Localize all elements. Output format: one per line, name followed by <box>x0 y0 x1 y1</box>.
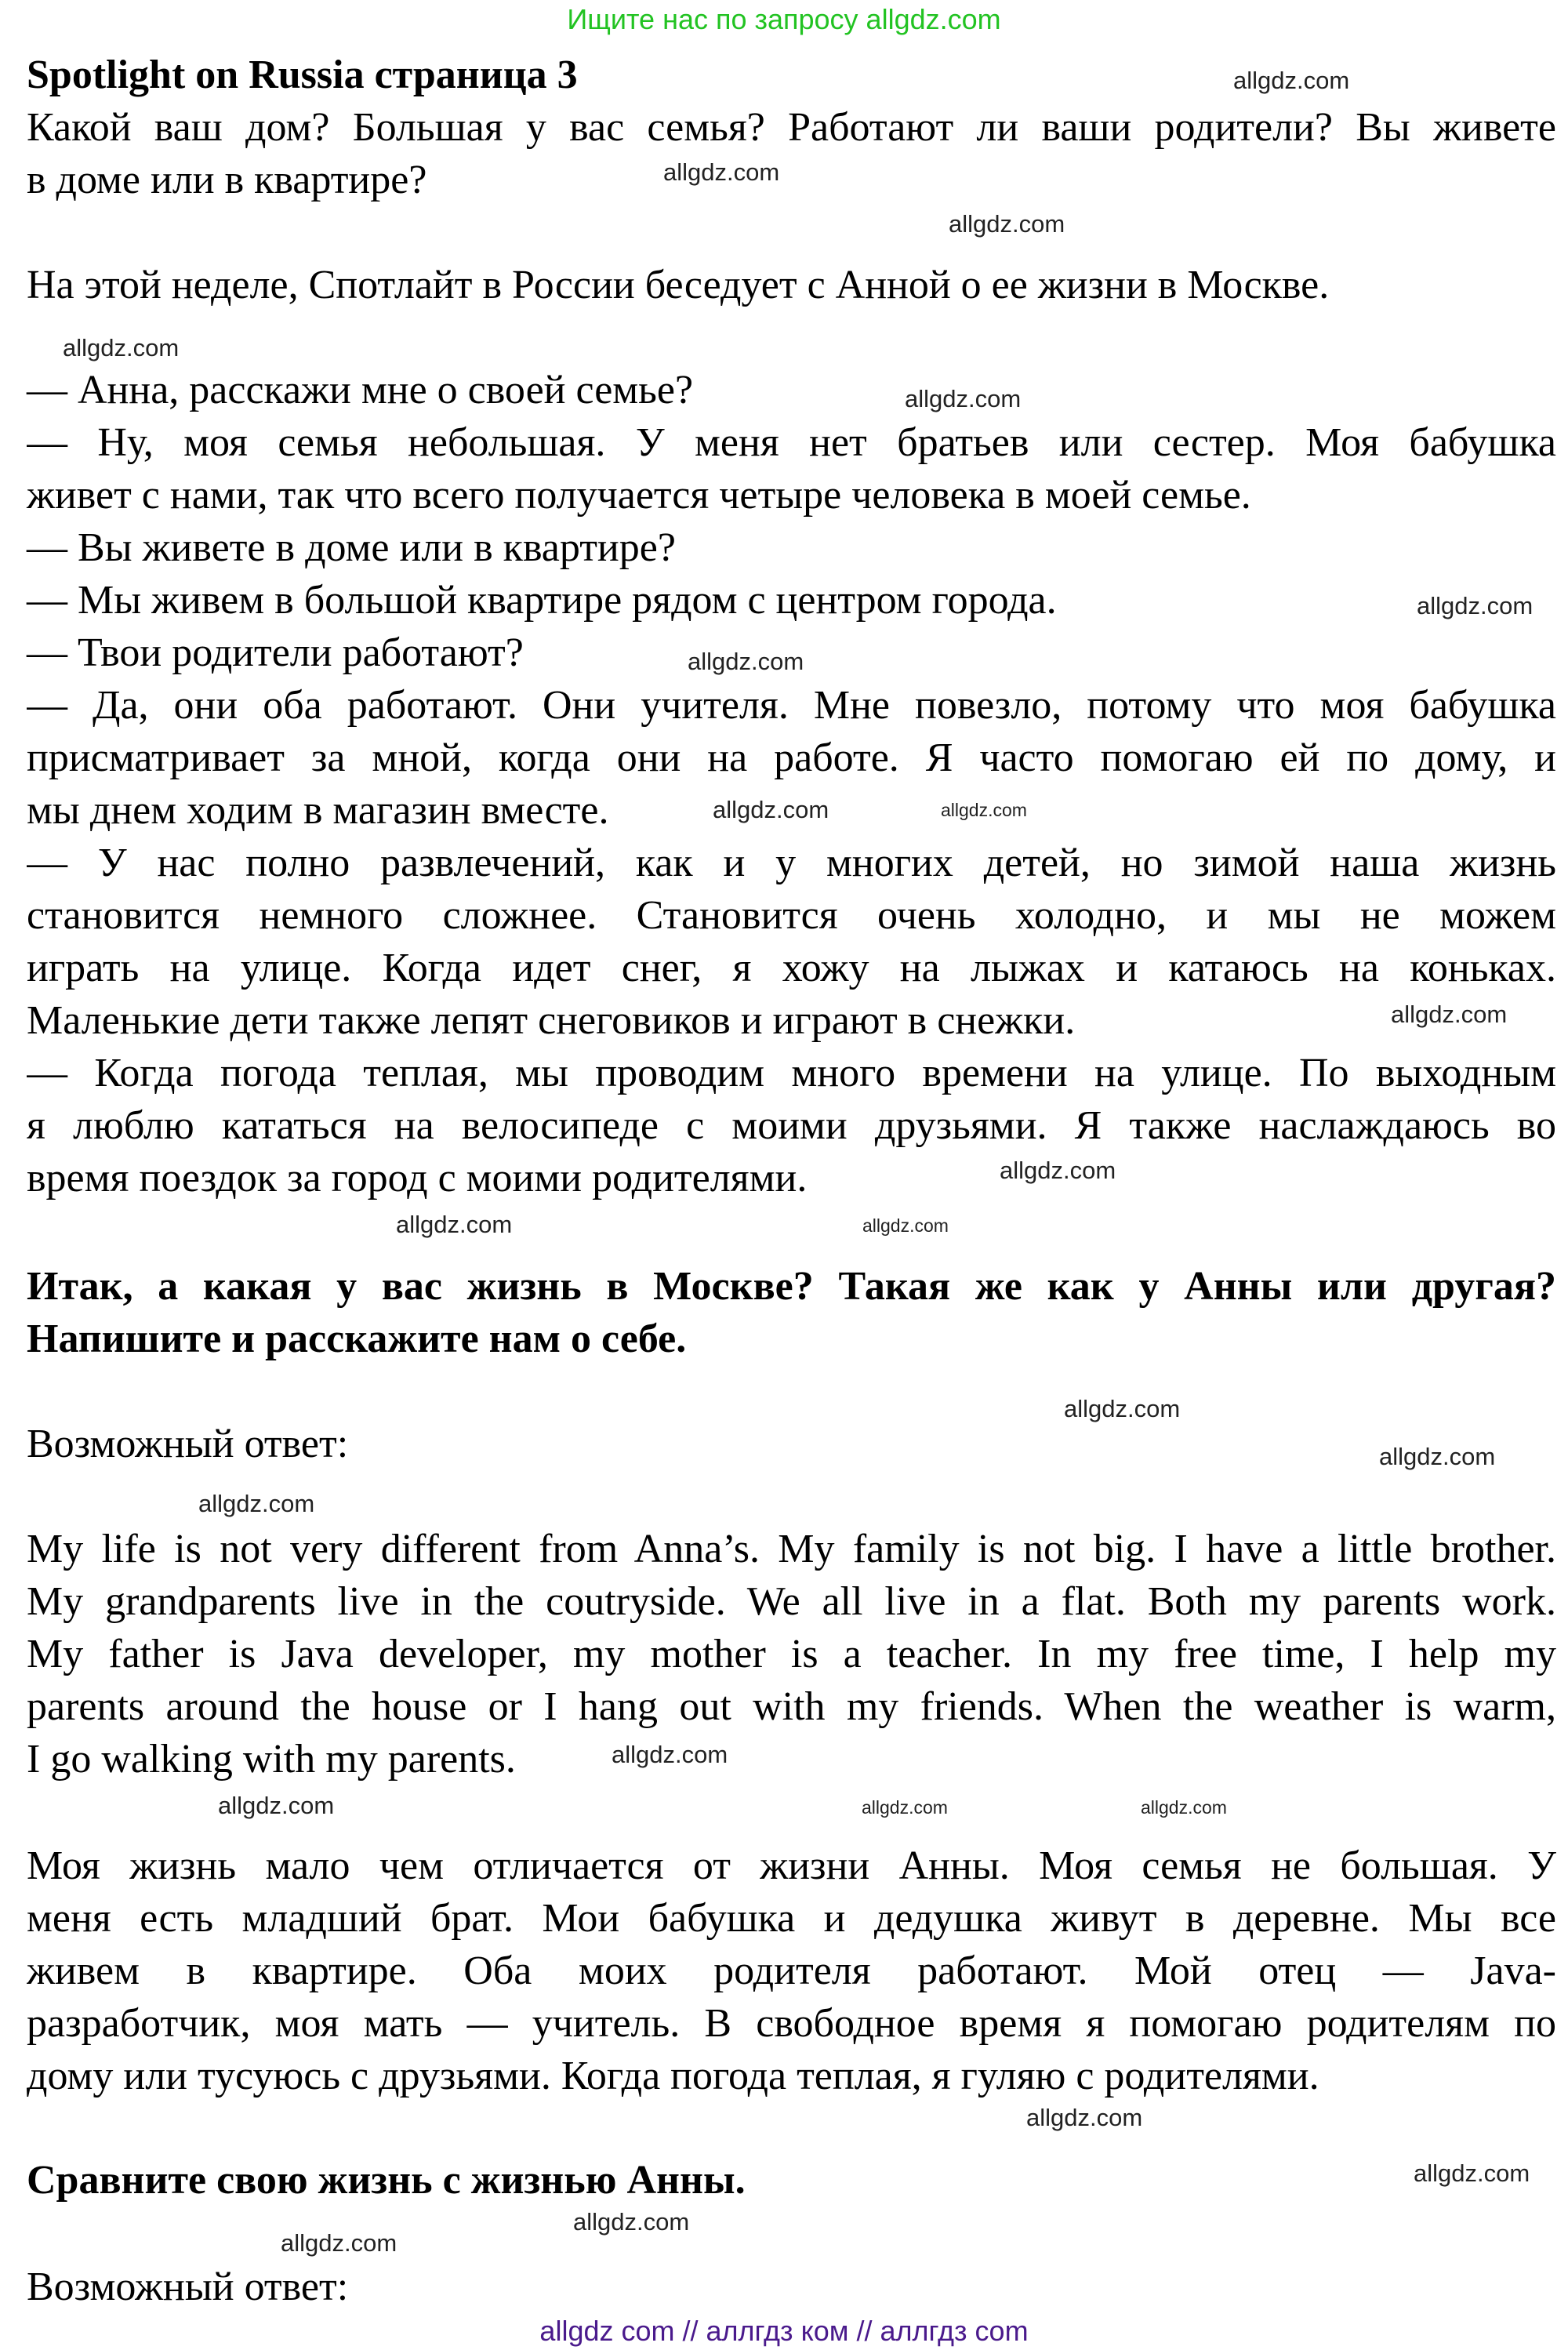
watermark: allgdz.com <box>1379 1443 1496 1470</box>
text-line: — Мы живем в большой квартире рядом с центром города. <box>27 578 1057 623</box>
text-line: живет с нами, так что всего получается четыре человека в моей семье. <box>27 473 1251 518</box>
text-line: время поездок за город с моими родителями. <box>27 1156 808 1200</box>
watermark: allgdz.com <box>862 1215 949 1236</box>
section-english <box>27 1523 1556 1785</box>
paragraph <box>27 1523 1556 1785</box>
text-line: меня есть младший брат. Мои бабушка и дедушка живут в деревне. Мы все <box>27 1896 1556 1941</box>
watermark: allgdz.com <box>1417 592 1534 619</box>
section-intro <box>27 259 1556 311</box>
text-line: — Когда погода теплая, мы проводим много времени на улице. По выходным <box>27 1051 1556 1095</box>
top-banner: Ищите нас по запросу allgdz.com <box>567 3 1001 35</box>
text-line: — Да, они оба работают. Они учителя. Мне повезло, потому что моя бабушка <box>27 683 1556 728</box>
text-line: Какой ваш дом? Большая у вас семья? Работают ли ваши родители? Вы живете <box>27 105 1556 150</box>
text-line: Возможный ответ: <box>27 2265 349 2309</box>
watermark: allgdz.com <box>688 648 804 675</box>
text-line: я люблю кататься на велосипеде с моими друзьями. Я также наслаждаюсь во <box>27 1103 1556 1148</box>
watermark: allgdz.com <box>198 1490 315 1517</box>
text-line: мы днем ходим в магазин вместе. <box>27 788 609 833</box>
section-russian <box>27 1840 1556 2102</box>
watermark: allgdz.com <box>1000 1157 1116 1184</box>
text-line: I go walking with my parents. <box>27 1737 516 1782</box>
text-line: играть на улице. Когда идет снег, я хожу на лыжах и катаюсь на коньках. <box>27 946 1556 990</box>
watermark: allgdz.com <box>396 1211 513 1238</box>
paragraph <box>27 1418 1556 1470</box>
watermark: allgdz.com <box>905 385 1022 412</box>
text-line: живем в квартире. Оба моих родителя работают. Мой отец — Java- <box>27 1949 1556 1993</box>
paragraph <box>27 574 1556 627</box>
paragraph <box>27 2154 1556 2207</box>
watermark: allgdz.com <box>1391 1001 1508 1028</box>
paragraph <box>27 1260 1556 1365</box>
watermark: allgdz.com <box>1414 2159 1530 2187</box>
text-line: — У нас полно развлечений, как и у многих детей, но зимой наша жизнь <box>27 841 1556 885</box>
section-task <box>27 1260 1556 1365</box>
paragraph <box>27 837 1556 1047</box>
text-line: Сравните свою жизнь с жизнью Анны. <box>27 2158 746 2203</box>
text-line: — Анна, расскажи мне о своей семье? <box>27 368 694 412</box>
text-line: На этой неделе, Спотлайт в России беседует с Анной о ее жизни в Москве. <box>27 263 1330 307</box>
paragraph <box>27 1047 1556 1204</box>
section-dialogue <box>27 364 1556 1204</box>
paragraph <box>27 521 1556 574</box>
paragraph <box>27 1840 1556 2102</box>
text-line: — Ну, моя семья небольшая. У меня нет братьев или сестер. Моя бабушка <box>27 420 1556 465</box>
text-line: разработчик, моя мать — учитель. В свободное время я помогаю родителям по <box>27 2001 1556 2046</box>
text-line: parents around the house or I hang out with my friends. When the weather is warm, <box>27 1684 1556 1729</box>
watermark: allgdz.com <box>862 1797 948 1818</box>
text-line: дому или тусуюсь с друзьями. Когда погода теплая, я гуляю с родителями. <box>27 2054 1319 2098</box>
watermark: allgdz.com <box>713 796 829 823</box>
watermark: allgdz.com <box>281 2229 397 2257</box>
text-line: присматривает за мной, когда они на работе. Я часто помогаю ей по дому, и <box>27 736 1556 780</box>
footer-banner: allgdz com // аллгдз ком // аллгдз com <box>539 2315 1029 2347</box>
text-line: Маленькие дети также лепят снеговиков и играют в снежки. <box>27 998 1076 1043</box>
section-answer-label-2 <box>27 2261 1556 2313</box>
watermark: allgdz.com <box>218 1792 335 1819</box>
section-question <box>27 101 1556 206</box>
text-line: Spotlight on Russia страница 3 <box>27 53 578 97</box>
watermark: allgdz.com <box>573 2208 690 2236</box>
text-line: в доме или в квартире? <box>27 158 427 202</box>
text-line: My father is Java developer, my mother is a teacher. In my free time, I help my <box>27 1632 1556 1676</box>
paragraph <box>27 364 1556 416</box>
paragraph <box>27 416 1556 521</box>
paragraph <box>27 2261 1556 2313</box>
text-line: становится немного сложнее. Становится очень холодно, и мы не можем <box>27 893 1556 938</box>
watermark: allgdz.com <box>1064 1395 1181 1422</box>
watermark: allgdz.com <box>949 210 1065 238</box>
watermark: allgdz.com <box>941 800 1027 820</box>
section-compare <box>27 2154 1556 2207</box>
watermark: allgdz.com <box>63 334 180 361</box>
paragraph <box>27 101 1556 206</box>
text-line: Напишите и расскажите нам о себе. <box>27 1317 687 1361</box>
text-line: Итак, а какая у вас жизнь в Москве? Такая же как у Анны или другая? <box>27 1264 1556 1309</box>
section-answer-label <box>27 1418 1556 1470</box>
text-line: — Твои родители работают? <box>27 630 524 675</box>
text-line: My life is not very different from Anna’s. My family is not big. I have a little brother. <box>27 1527 1556 1571</box>
text-line: — Вы живете в доме или в квартире? <box>27 525 676 570</box>
text-line: Возможный ответ: <box>27 1422 349 1466</box>
watermark: allgdz.com <box>1233 67 1350 94</box>
text-line: My grandparents live in the coutryside. We all live in a flat. Both my parents work. <box>27 1579 1556 1624</box>
watermark: allgdz.com <box>663 158 780 186</box>
paragraph <box>27 259 1556 311</box>
watermark: allgdz.com <box>612 1741 728 1768</box>
watermark: allgdz.com <box>1026 2104 1143 2131</box>
watermark: allgdz.com <box>1141 1797 1227 1818</box>
text-line: Моя жизнь мало чем отличается от жизни Анны. Моя семья не большая. У <box>27 1843 1556 1888</box>
